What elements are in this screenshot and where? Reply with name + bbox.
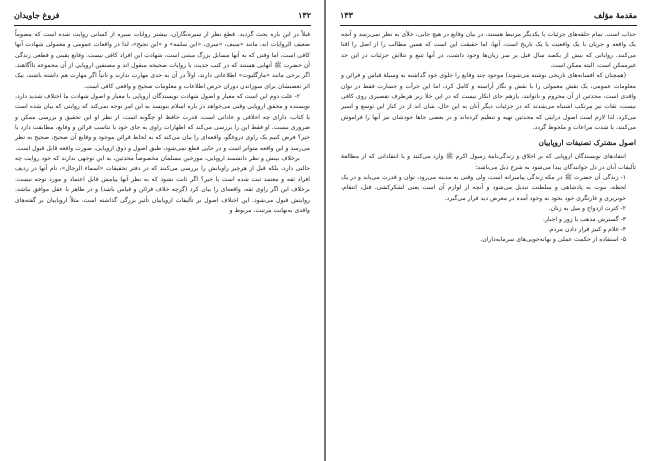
list-item: ۵- استفاده از حکمت عملی و بهانه‌جویی‌های سرمایه‌داران. <box>480 236 626 244</box>
right-page-number: ۱۳۳ <box>340 10 353 20</box>
left-page-header <box>14 8 311 22</box>
left-page <box>0 0 325 461</box>
list-item: ۳- گسترش مذهب با زور و اجبار. <box>543 215 626 223</box>
left-page-body <box>15 30 310 457</box>
right-page <box>326 0 651 461</box>
paragraph: برخلاف بینش و نظر دانشمند اروپایی، موزخین مسلمان مخصوصاً محدثین، به این توجهی ندارند که خود روایت چه حالتی دارد، بلکه قبل از هرچیز راویانش را بررسی می‌کنند که در دفتر تحقیقات «اسماء الرجال»، نام آنها در ردیف افراد ثقه و معتمد ثبت شده است یا خیر؟ اگر ثابت نشود که به نظر آنها پیامش قابل اعتماد و مورد توجه نیست. برخلاف این اگر راوی ثقه، واقعه‌ای را بیان کرد (گرچه خلاف قرائن و قیاس باشد) و در ظاهر با عقل موافق نباشد، روایتش قبول می‌شود. این اختلاف اصول بر تألیفات اروپاییان تأثیر بزرگی گذاشته است، مثلاً اروپاییان بر گفته‌های واقدی به‌نهایت مرتبت، مربوط و <box>15 155 310 214</box>
right-header-rule <box>340 25 637 26</box>
list-item: ۱- زندگی آن حضرت ﷺ در مکه زندگی پیامبرانه است، ولی وقتی به مدینه می‌رود، توان و قدرت می‌یابد و در یک لحظه، نبوت به پادشاهی و سلطنت تبدیل می‌شود و آنچه از لوازم آن است یعنی لشکرکشی، قتل، انتقام، خونریزی و غارتگری خود بخود به وجود آمده در معرض دید قرار می‌گیرد. <box>341 174 626 202</box>
right-page-header <box>340 8 637 22</box>
list-item: ۲- کثرت ازدواج و میل به زنان. <box>548 205 626 213</box>
right-page-body <box>341 30 636 457</box>
right-page-running-title: مقدمهٔ مؤلف <box>593 10 637 20</box>
left-page-running-title: فروغ جاویدان <box>14 10 60 20</box>
left-page-number: ۱۳۲ <box>298 10 311 20</box>
paragraph: قبلاً در این باره بحث گردید. قطع نظر از سیره‌نگاران، بیشتر روایات سیره از کسانی روایت شده است که مصوماً ضعیف الروایات اند، مانند «سیف، «سری، «ابن سلمه» و «ابن نجیح»، لذا در واقعات عمومی و معمولی شهادت آنها کافی است، اما وقتی که به آنها مسایل بزرگ مبتنی است، شهادت این افراد کافی نیست. وقایع یقینی و قطعی زندگی آن حضرت ﷺ آنهایی هستند که در کتب حدیث با روایات صحیحه منقول اند و مصنفین اروپایی از آن مجموعه ناآگاهند. اگر برخی مانند «مارگلیوث» اطلاعاتی دارند، اولاً در آن به حدی مهارت ندارند و ثانیاً اگر مهارت هم داشته باشند، بیک اثر تعصبشان برای سوزاندن دوران حرص اطلاعات و معلومات صحیح و واقعی کافی است. <box>15 31 310 90</box>
paragraph: انتقادهای نویسندگان اروپایی که بر اخلاق و زندگی‌نامهٔ رسول اکرم ﷺ وارد می‌کنند و یا انتقاداتی که از مطالعهٔ تألیفات آنان در دل خوانندگان پیدا می‌شود به شرح ذیل می‌باشد: <box>341 153 636 171</box>
paragraph: ۲- علت دوم این است که معیار و اصول شهادت نویسندگان اروپایی با معیار و اصول شهادت ما اختلاف شدید دارد، نویسنده و محقق اروپایی وقتی می‌خواهد در باره اسلام بنویسد به این امر توجه نمی‌کند که روایتی که بیان شده است یا کتاب، دارای چه اخلاقی و عاداتی است، قدرت حافظ او چگونه است، از نظر او این تحقیق و بررسی ممکن و ضروری نیست. او فقط این را بررسی می‌کند که اظهارات راوی به جای خود با تناسب قرائن و وقایع، مطابقت دارد یا خیر؟ فرض کنیم یک راوی دروغگو، واقعه‌ای را بیان می‌کند که به لحاظ قرائن موجود و وقایع آن صحیح، صحیح به نظر می‌رسد و این واقعه متواتر است و در جایی قطع نمی‌شود، طبق اصول و ذوق اروپایی، صورت واقعه قابل قبول است. <box>15 93 310 152</box>
paragraph: جذاب است. تمام حلقه‌های جزئیات با یکدیگر مرتبط هستند، در بیان وقایع در هیچ جایی، خلأی به نظر نمی‌رسد و آنچه یک واقعه و جریان با یک واقعیت یا یک تاریخ است، آنها، اما حقیقت این است که همین مطالب را از اصل را اقتا می‌کنند. روایاتی که بیش از یکصد سال قبل بر سر زبان‌ها وجود داشت، در آنها تتبع و تتلاش جزئیات در این حد غیرممکن است، البته ممکن است. <box>341 31 636 70</box>
section-heading: اصول مشترک تصنیفات اروپاییان <box>538 138 636 148</box>
left-header-rule <box>14 25 311 26</box>
list-item: ۴- غلام و کنیز قرار دادن مردم. <box>548 225 626 233</box>
paragraph: (همچنان که افسانه‌های تاریخی نوشته می‌شوند) موجود چند وقایع را جلوی خود گذاشته به وسیلهٔ قیاس و قرائن و معلومات عمومی، یک نقش معمولی را با نقش و نگار آراسته و کامل کرد، اما این جرأت و جسارت فقط در توان واقدی است، محدثین از آن محروم و ناتوانند. بازهم جای انکار نیست که در این خلا زیر هرطرف تفصیری روی کافی نیست، ثقات نیز مرتکب اشتباه می‌شدند که در جزئیات دیگر آنان به این حال، شان اند از در کنار این توسع و اسیر می‌کرد. لذا لازم است اصول درایتی که محدثین تهیه و تنظیم کرده‌اند و در بعضی جاها خودشان نیز آنها را فراموش می‌کنند، با شدت مراعات و ملحوظ گردد. <box>341 72 636 132</box>
